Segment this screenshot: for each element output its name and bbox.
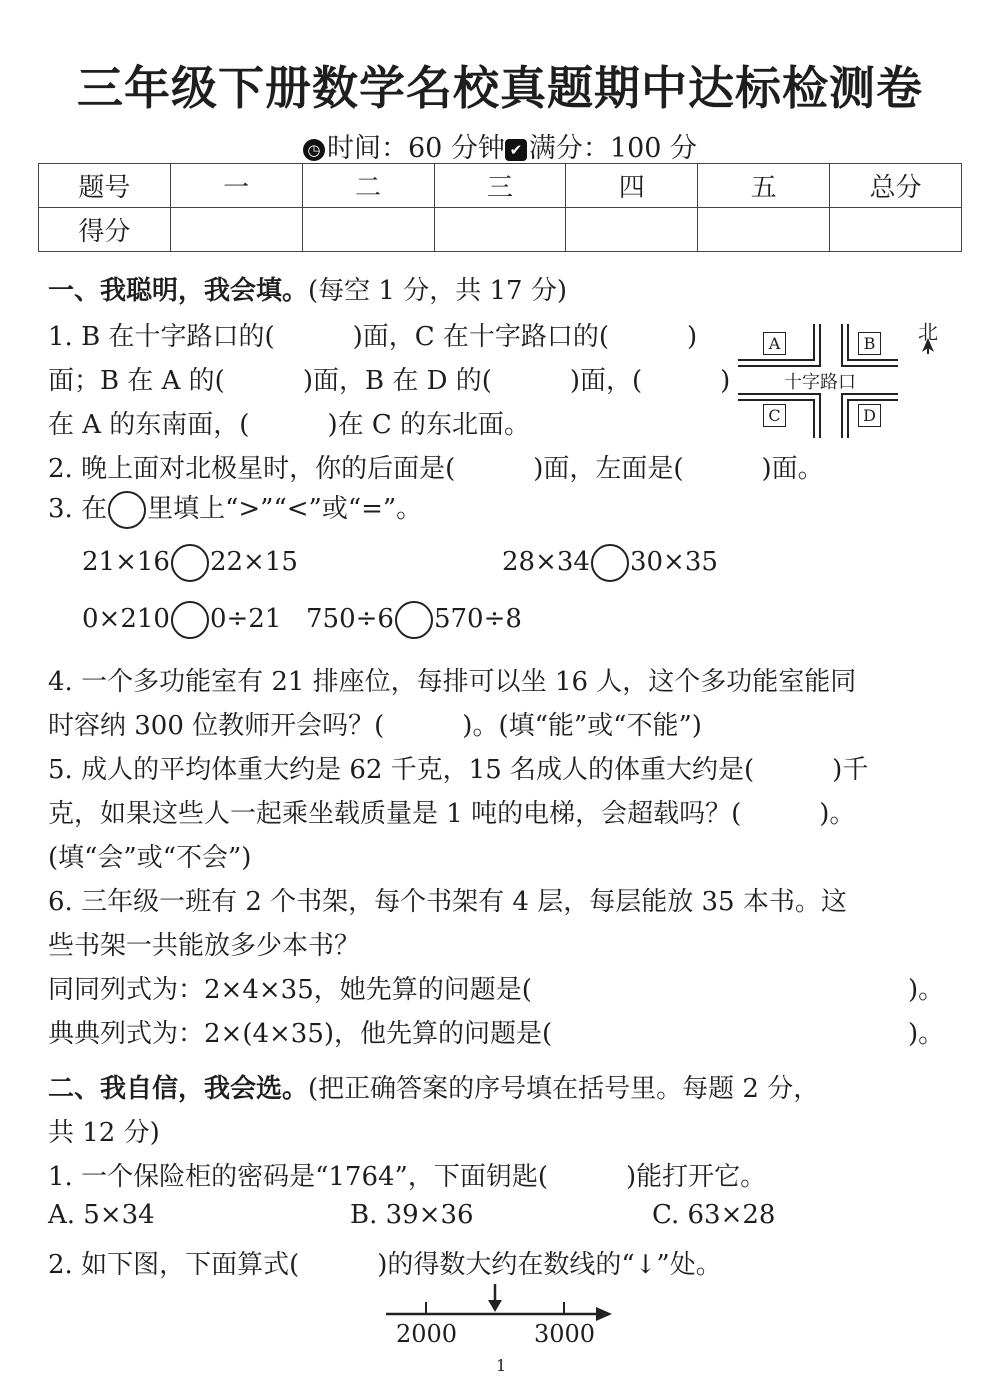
- q1-line2: 面；B 在 A 的( )面，B 在 D 的( )面，( ): [48, 366, 731, 396]
- section-1-title: 一、我聪明，我会填。: [48, 276, 309, 306]
- compare-circle[interactable]: [108, 491, 146, 529]
- compare-item-2: [502, 544, 718, 582]
- compare-item-1: [82, 544, 298, 582]
- compare-left: 21×16: [82, 547, 170, 577]
- clock-icon: ◷: [303, 139, 325, 161]
- score-cell: 四: [566, 164, 698, 208]
- q5-line3: (填“会”或“不会”): [48, 843, 252, 873]
- time-text: 时间：60 分钟: [326, 133, 505, 164]
- compare-left: 750÷6: [306, 604, 394, 634]
- q3-pre: 3. 在: [48, 494, 108, 524]
- crossroad-diagram: [730, 316, 960, 444]
- point-b-box: B: [858, 332, 881, 355]
- exam-meta: [0, 126, 1000, 165]
- compare-circle[interactable]: [591, 544, 629, 582]
- number-line-label: 3000: [534, 1320, 596, 1348]
- section-2-heading: [48, 1068, 819, 1105]
- score-cell: 一: [170, 164, 302, 208]
- compare-circle[interactable]: [171, 601, 209, 639]
- compare-left: 0×210: [82, 604, 170, 634]
- s2-q1-text: 1. 一个保险柜的密码是“1764”，下面钥匙( )能打开它。: [48, 1162, 767, 1192]
- q4-line1: 4. 一个多功能室有 21 排座位，每排可以坐 16 人，这个多功能室能同: [48, 667, 857, 697]
- q2-text: 2. 晚上面对北极星时，你的后面是( )面，左面是( )面。: [48, 454, 824, 484]
- score-row-label: 得分: [39, 208, 171, 252]
- q6-line2: 些书架一共能放多少本书？: [48, 931, 361, 961]
- score-input-cell[interactable]: [434, 208, 566, 252]
- point-d-box: D: [858, 404, 881, 427]
- north-label: 北: [918, 320, 938, 344]
- section-1-note: (每空 1 分，共 17 分): [308, 276, 567, 306]
- section-2-title: 二、我自信，我会选。: [48, 1074, 309, 1104]
- score-input-cell[interactable]: [170, 208, 302, 252]
- q1-line1: 1. B 在十字路口的( )面，C 在十字路口的( ): [48, 322, 698, 352]
- number-line-arrow-icon: [596, 1307, 612, 1321]
- section-2-note: (把正确答案的序号填在括号里。每题 2 分，: [308, 1074, 820, 1104]
- score-input-cell[interactable]: [698, 208, 830, 252]
- q1-line3: 在 A 的东南面，( )在 C 的东北面。: [48, 410, 531, 440]
- score-input-cell[interactable]: [302, 208, 434, 252]
- compare-right: 22×15: [209, 547, 298, 577]
- q3-instruction: [48, 488, 422, 529]
- q6-line3-close: )。: [908, 975, 945, 1005]
- compare-circle[interactable]: [395, 601, 433, 639]
- q5-line2: 克，如果这些人一起乘坐载质量是 1 吨的电梯，会超载吗？( )。: [48, 799, 856, 829]
- number-line-label: 2000: [396, 1320, 458, 1348]
- score-table-score-row: [39, 208, 962, 252]
- s2-q1-option-a: A. 5×34: [48, 1200, 155, 1230]
- section-1-heading: [48, 270, 567, 307]
- page-number: 1: [496, 1356, 507, 1375]
- page-title: 三年级下册数学名校真题期中达标检测卷: [77, 61, 923, 115]
- score-cell: 五: [698, 164, 830, 208]
- compare-right: 0÷21: [209, 604, 282, 634]
- q6-line1: 6. 三年级一班有 2 个书架，每个书架有 4 层，每层能放 35 本书。这: [48, 887, 847, 917]
- compare-right: 570÷8: [433, 604, 522, 634]
- score-input-cell[interactable]: [566, 208, 698, 252]
- score-input-cell[interactable]: [830, 208, 962, 252]
- compare-circle[interactable]: [171, 544, 209, 582]
- score-cell: 总分: [830, 164, 962, 208]
- score-table-header-row: [39, 164, 962, 208]
- point-c-box: C: [763, 404, 786, 427]
- q4-line2: 时容纳 300 位教师开会吗？( )。(填“能”或“不能”): [48, 711, 702, 741]
- score-cell: 题号: [39, 164, 171, 208]
- compare-right: 30×35: [629, 547, 718, 577]
- compare-item-3: [82, 601, 281, 639]
- s2-q1-option-b: B. 39×36: [350, 1200, 474, 1230]
- full-score-text: 满分：100 分: [528, 133, 698, 164]
- crossroad-label: 十字路口: [784, 372, 856, 393]
- down-arrow-icon: [488, 1284, 502, 1312]
- section-2-note-cont: 共 12 分): [48, 1118, 160, 1148]
- score-table: [38, 163, 962, 252]
- compare-item-4: [306, 601, 522, 639]
- s2-q1-option-c: C. 63×28: [652, 1200, 776, 1230]
- q6-line4: 典典列式为：2×(4×35)，他先算的问题是(: [48, 1019, 553, 1049]
- s2-q2-text: 2. 如下图，下面算式( )的得数大约在数线的“↓”处。: [48, 1250, 722, 1280]
- score-cell: 三: [434, 164, 566, 208]
- score-cell: 二: [302, 164, 434, 208]
- point-a-box: A: [763, 332, 786, 355]
- check-box-icon: ✔: [505, 139, 527, 161]
- q5-line1: 5. 成人的平均体重大约是 62 千克，15 名成人的体重大约是( )千: [48, 755, 869, 785]
- q6-line3: 同同列式为：2×4×35，她先算的问题是(: [48, 975, 532, 1005]
- q3-post: 里填上“>”“<”或“=”。: [147, 494, 423, 524]
- compare-left: 28×34: [502, 547, 590, 577]
- q6-line4-close: )。: [908, 1019, 945, 1049]
